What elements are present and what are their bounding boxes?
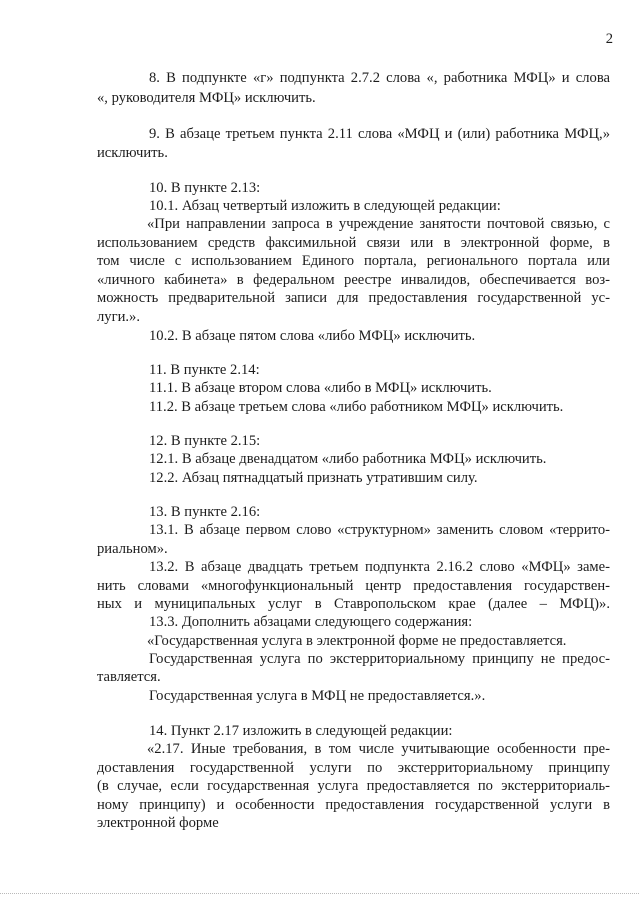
paragraph-line: электронной форме bbox=[97, 815, 219, 831]
paragraph-line: «2.17. Иные требования, в том числе учитывающие особенности пре- bbox=[147, 741, 610, 757]
paragraph-line: использованием средств факсимильной связи или в электронной форме, в bbox=[97, 235, 610, 251]
paragraph-line: 12.2. Абзац пятнадцатый признать утратившим силу. bbox=[149, 470, 478, 486]
paragraph-line: 11.2. В абзаце третьем слова «либо работником МФЦ» исключить. bbox=[149, 399, 564, 415]
paragraph-line: «, руководителя МФЦ» исключить. bbox=[97, 90, 316, 106]
paragraph-line: 11.1. В абзаце втором слова «либо в МФЦ» исключить. bbox=[149, 380, 492, 396]
paragraph-line: «При направлении запроса в учреждение занятости почтовой связью, с bbox=[147, 216, 610, 232]
paragraph-line: 12.1. В абзаце двенадцатом «либо работника МФЦ» исключить. bbox=[149, 451, 547, 467]
paragraph-line: 10.1. Абзац четвертый изложить в следующей редакции: bbox=[149, 198, 501, 214]
paragraph-line: тавляется. bbox=[97, 669, 161, 685]
paragraph-line: 9. В абзаце третьем пункта 2.11 слова «МФЦ и (или) работника МФЦ,» bbox=[149, 126, 610, 142]
paragraph-line: ных и муниципальных услуг в Ставропольском крае (далее – МФЦ)». bbox=[97, 596, 610, 612]
paragraph-line: 13.1. В абзаце первом слово «структурном» заменить словом «террито- bbox=[149, 522, 610, 538]
paragraph-line: исключить. bbox=[97, 145, 168, 161]
paragraph-line: можность предварительной записи для предоставления государственной ус- bbox=[97, 290, 610, 306]
paragraph-line: луги.». bbox=[97, 309, 140, 325]
paragraph-line: 13.3. Дополнить абзацами следующего содержания: bbox=[149, 614, 473, 630]
paragraph-line: (в случае, если государственная услуга предоставляется по экстерриториаль- bbox=[97, 778, 610, 794]
section-heading: 11. В пункте 2.14: bbox=[149, 362, 260, 378]
paragraph-line: «личного кабинета» в федеральном реестре инвалидов, обеспечивается воз- bbox=[97, 272, 610, 288]
paragraph-line: 13.2. В абзаце двадцать третьем подпункта 2.16.2 слово «МФЦ» заме- bbox=[149, 559, 610, 575]
paragraph-line: нить словами «многофункциональный центр предоставления государствен- bbox=[97, 578, 610, 594]
paragraph-line: «Государственная услуга в электронной форме не предоставляется. bbox=[147, 633, 567, 649]
page-number: 2 bbox=[605, 31, 613, 47]
section-heading: 10. В пункте 2.13: bbox=[149, 180, 261, 196]
section-heading: 13. В пункте 2.16: bbox=[149, 504, 261, 520]
paragraph-line: том числе с использованием Единого портала, регионального портала или bbox=[97, 253, 610, 269]
paragraph-line: 8. В подпункте «г» подпункта 2.7.2 слова «, работника МФЦ» и слова bbox=[149, 70, 610, 86]
paragraph-line: риальном». bbox=[97, 541, 168, 557]
paragraph-line: Государственная услуга по экстерриториальному принципу не предос- bbox=[149, 651, 610, 667]
paragraph-line: доставления государственной услуги по экстерриториальному принципу bbox=[97, 760, 610, 776]
paragraph-line: Государственная услуга в МФЦ не предоставляется.». bbox=[149, 688, 486, 704]
section-heading: 12. В пункте 2.15: bbox=[149, 433, 261, 449]
paragraph-line: 10.2. В абзаце пятом слова «либо МФЦ» исключить. bbox=[149, 328, 476, 344]
scan-edge-line bbox=[0, 893, 639, 894]
section-heading: 14. Пункт 2.17 изложить в следующей редакции: bbox=[149, 723, 453, 739]
paragraph-line: ному принципу) и особенности предоставления государственной услуги в bbox=[97, 797, 610, 813]
